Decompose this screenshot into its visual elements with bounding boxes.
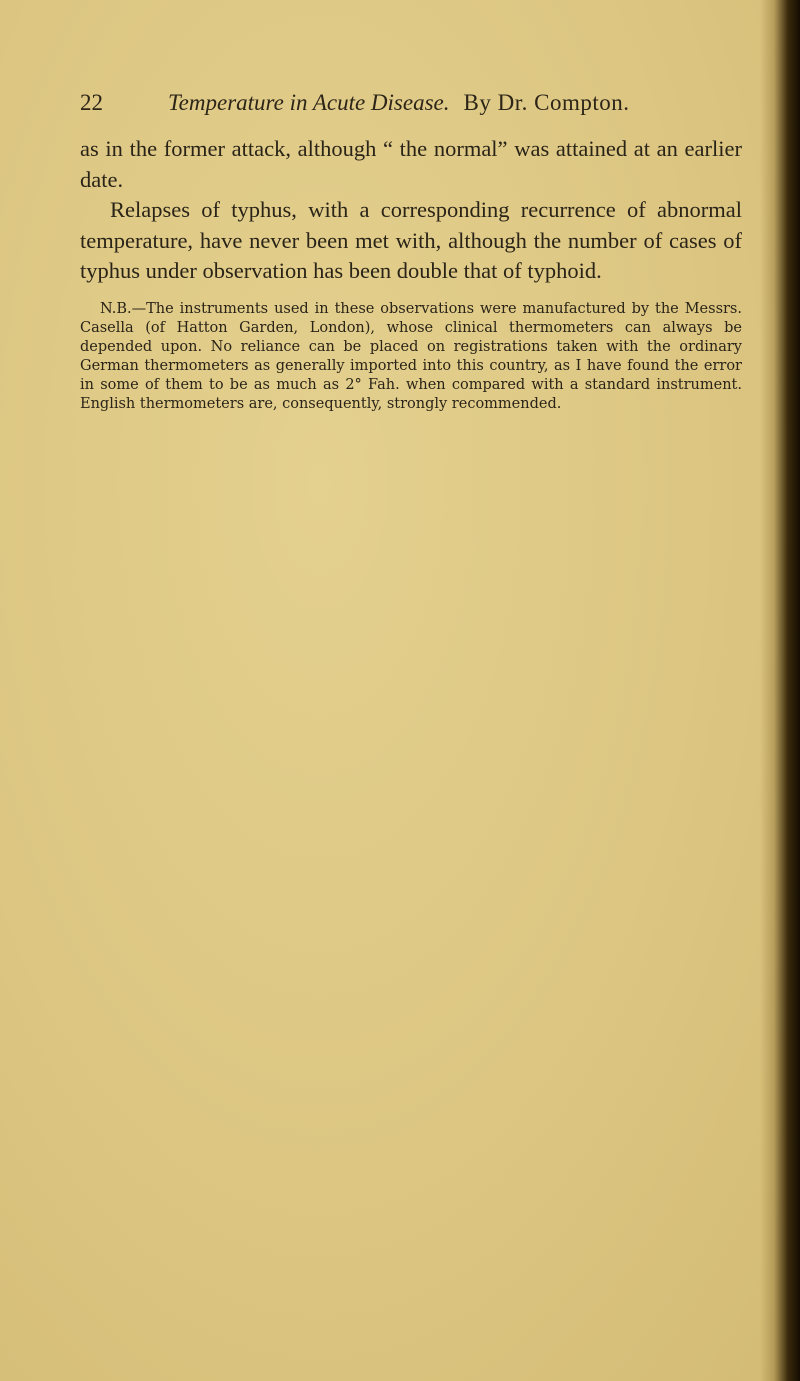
body-text <box>80 134 742 287</box>
paragraph-continued: as in the former attack, although “ the normal” was attained at an earlier date. <box>80 136 742 192</box>
footnote-text: N.B.—The instruments used in these observations were manufactured by the Messrs. Casella (of Hatton Garden, London), whose clinical thermometers can always be depended upon. No reliance can be placed on registrations taken with the ordinary German thermometers as generally imported into this country, as I have found the error in some of them to be as much as 2° Fah. when compared with a standard instrument. English thermometers are, consequently, strongly recommended. <box>80 301 742 412</box>
running-head <box>80 86 700 120</box>
running-author: By Dr. Compton. <box>463 90 630 115</box>
running-title: Temperature in Acute Disease. <box>168 90 450 115</box>
book-spine-shadow <box>760 0 800 1381</box>
footnote <box>80 300 742 414</box>
page-number: 22 <box>80 90 103 115</box>
paragraph-relapses: Relapses of typhus, with a corresponding recurrence of abnormal temperature, have never been met with, although the number of cases of typhus under observation has been double that of typhoid. <box>80 197 742 283</box>
